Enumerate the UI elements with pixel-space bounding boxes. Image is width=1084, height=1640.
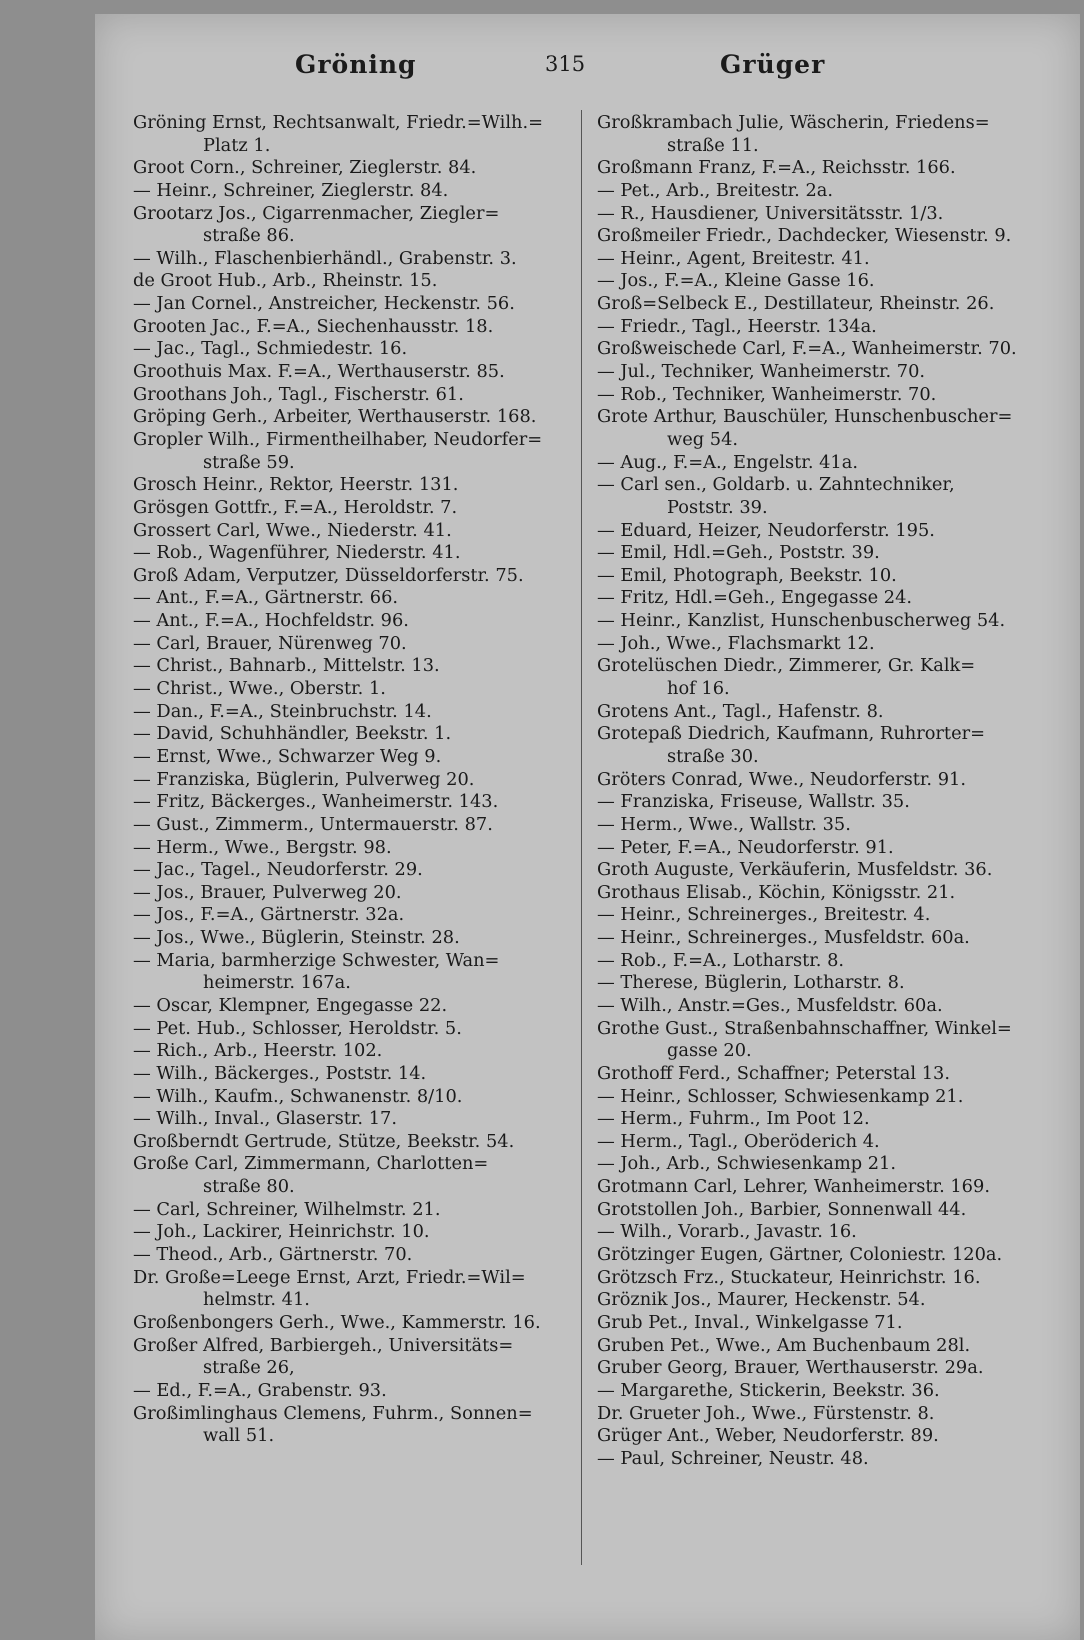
directory-entry: — Fritz, Hdl.=Geh., Engegasse 24.: [597, 587, 913, 609]
directory-entry: — Heinr., Schreiner, Zieglerstr. 84.: [133, 179, 449, 201]
directory-entry: Großenbongers Gerh., Wwe., Kammerstr. 16.: [133, 1311, 541, 1333]
directory-entry: — Friedr., Tagl., Heerstr. 134a.: [597, 315, 877, 337]
directory-entry: Große Carl, Zimmermann, Charlotten=: [133, 1153, 489, 1175]
directory-entry: — Peter, F.=A., Neudorferstr. 91.: [597, 836, 894, 858]
directory-entry: — Franziska, Friseuse, Wallstr. 35.: [597, 791, 910, 813]
directory-entry: — Rob., Techniker, Wanheimerstr. 70.: [597, 383, 937, 405]
directory-entry: Grotelüschen Diedr., Zimmerer, Gr. Kalk=: [597, 655, 976, 677]
directory-entry: Grotens Ant., Tagl., Hafenstr. 8.: [597, 700, 884, 722]
directory-entry: — Joh., Wwe., Flachsmarkt 12.: [597, 632, 875, 654]
right-column: [597, 112, 1037, 1470]
directory-entry: — Herm., Wwe., Bergstr. 98.: [133, 836, 392, 858]
directory-entry: — Therese, Büglerin, Lotharstr. 8.: [597, 972, 905, 994]
entry-continuation: heimerstr. 167a.: [203, 972, 351, 994]
directory-entry: — Oscar, Klempner, Engegasse 22.: [133, 994, 448, 1016]
directory-entry: — Joh., Lackirer, Heinrichstr. 10.: [133, 1221, 430, 1243]
directory-entry: Großberndt Gertrude, Stütze, Beekstr. 54.: [133, 1130, 515, 1152]
directory-entry: — Jos., Brauer, Pulverweg 20.: [133, 881, 402, 903]
directory-entry: — Jan Cornel., Anstreicher, Heckenstr. 56.: [133, 293, 515, 315]
directory-entry: — Rob., F.=A., Lotharstr. 8.: [597, 949, 845, 971]
directory-entry: — Maria, barmherzige Schwester, Wan=: [133, 949, 500, 971]
directory-entry: — Wilh., Anstr.=Ges., Musfeldstr. 60a.: [597, 994, 943, 1016]
directory-entry: — Jul., Techniker, Wanheimerstr. 70.: [597, 361, 926, 383]
directory-entry: — Rich., Arb., Heerstr. 102.: [133, 1040, 383, 1062]
directory-entry: Grotmann Carl, Lehrer, Wanheimerstr. 169.: [597, 1176, 990, 1198]
entry-continuation: wall 51.: [203, 1425, 275, 1447]
directory-entry: — Ant., F.=A., Hochfeldstr. 96.: [133, 610, 409, 632]
directory-entry: — Rob., Wagenführer, Niederstr. 41.: [133, 542, 461, 564]
directory-entry: — Paul, Schreiner, Neustr. 48.: [597, 1447, 869, 1469]
header-first-name: Gröning: [295, 50, 417, 79]
directory-entry: Großer Alfred, Barbiergeh., Universitäts=: [133, 1334, 514, 1356]
directory-entry: Gröters Conrad, Wwe., Neudorferstr. 91.: [597, 768, 967, 790]
entry-continuation: straße 30.: [667, 745, 759, 767]
entry-continuation: Platz 1.: [203, 134, 271, 156]
directory-entry: Dr. Grueter Joh., Wwe., Fürstenstr. 8.: [597, 1402, 935, 1424]
directory-entry: — Aug., F.=A., Engelstr. 41a.: [597, 451, 859, 473]
directory-entry: — Jac., Tagl., Schmiedestr. 16.: [133, 338, 408, 360]
directory-entry: — Jac., Tagel., Neudorferstr. 29.: [133, 859, 423, 881]
directory-entry: Gruber Georg, Brauer, Werthauserstr. 29a.: [597, 1357, 984, 1379]
directory-entry: — Carl, Brauer, Nürenweg 70.: [133, 632, 407, 654]
directory-entry: — Ant., F.=A., Gärtnerstr. 66.: [133, 587, 399, 609]
directory-entry: — Heinr., Schreinerges., Musfeldstr. 60a.: [597, 927, 970, 949]
directory-entry: Grotepaß Diedrich, Kaufmann, Ruhrorter=: [597, 723, 985, 745]
directory-entry: Groot Corn., Schreiner, Zieglerstr. 84.: [133, 157, 477, 179]
directory-entry: Großweischede Carl, F.=A., Wanheimerstr. 70.: [597, 338, 1017, 360]
directory-entry: — Christ., Wwe., Oberstr. 1.: [133, 678, 386, 700]
directory-entry: Groß=Selbeck E., Destillateur, Rheinstr. 26.: [597, 293, 995, 315]
directory-entry: — Emil, Photograph, Beekstr. 10.: [597, 564, 897, 586]
directory-entry: — Carl, Schreiner, Wilhelmstr. 21.: [133, 1198, 441, 1220]
directory-entry: — Margarethe, Stickerin, Beekstr. 36.: [597, 1379, 940, 1401]
directory-entry: Grotstollen Joh., Barbier, Sonnenwall 44.: [597, 1198, 967, 1220]
entry-continuation: helmstr. 41.: [203, 1289, 310, 1311]
directory-entry: Grootarz Jos., Cigarrenmacher, Ziegler=: [133, 202, 500, 224]
directory-entry: — Gust., Zimmerm., Untermauerstr. 87.: [133, 813, 493, 835]
directory-entry: Gruben Pet., Wwe., Am Buchenbaum 28l.: [597, 1334, 971, 1356]
directory-entry: Groß Adam, Verputzer, Düsseldorferstr. 75.: [133, 564, 524, 586]
directory-entry: Grösgen Gottfr., F.=A., Heroldstr. 7.: [133, 496, 458, 518]
directory-entry: — Fritz, Bäckerges., Wanheimerstr. 143.: [133, 791, 499, 813]
entry-continuation: Poststr. 39.: [667, 496, 768, 518]
entry-continuation: hof 16.: [667, 678, 730, 700]
directory-entry: Grötzsch Frz., Stuckateur, Heinrichstr. 16.: [597, 1266, 981, 1288]
directory-entry: Gröping Gerh., Arbeiter, Werthauserstr. 168.: [133, 406, 537, 428]
directory-entry: — Dan., F.=A., Steinbruchstr. 14.: [133, 700, 432, 722]
directory-entry: — Theod., Arb., Gärtnerstr. 70.: [133, 1244, 413, 1266]
directory-entry: — Franziska, Büglerin, Pulverweg 20.: [133, 768, 475, 790]
directory-entry: — Eduard, Heizer, Neudorferstr. 195.: [597, 519, 935, 541]
entry-continuation: straße 26,: [203, 1357, 295, 1379]
directory-entry: — Pet. Hub., Schlosser, Heroldstr. 5.: [133, 1017, 462, 1039]
directory-entry: Gropler Wilh., Firmentheilhaber, Neudorfer=: [133, 428, 543, 450]
directory-entry: — Carl sen., Goldarb. u. Zahntechniker,: [597, 474, 955, 496]
directory-entry: — Herm., Wwe., Wallstr. 35.: [597, 813, 851, 835]
directory-entry: Großkrambach Julie, Wäscherin, Friedens=: [597, 112, 990, 133]
directory-entry: Großmeiler Friedr., Dachdecker, Wiesenstr. 9.: [597, 225, 1012, 247]
directory-entry: Großimlinghaus Clemens, Fuhrm., Sonnen=: [133, 1402, 533, 1424]
directory-entry: Grüger Ant., Weber, Neudorferstr. 89.: [597, 1425, 939, 1447]
directory-entry: — Ed., F.=A., Grabenstr. 93.: [133, 1379, 387, 1401]
directory-entry: — Jos., Wwe., Büglerin, Steinstr. 28.: [133, 927, 460, 949]
directory-entry: — Pet., Arb., Breitestr. 2a.: [597, 179, 834, 201]
column-divider: [581, 110, 582, 1565]
directory-entry: — Emil, Hdl.=Geh., Poststr. 39.: [597, 542, 880, 564]
directory-entry: — Ernst, Wwe., Schwarzer Weg 9.: [133, 745, 442, 767]
directory-entry: — Heinr., Schlosser, Schwiesenkamp 21.: [597, 1085, 964, 1107]
directory-entry: Grossert Carl, Wwe., Niederstr. 41.: [133, 519, 452, 541]
directory-entry: — David, Schuhhändler, Beekstr. 1.: [133, 723, 452, 745]
directory-entry: Grothaus Elisab., Köchin, Königsstr. 21.: [597, 881, 956, 903]
header-last-name: Grüger: [720, 50, 826, 79]
directory-entry: — Jos., F.=A., Kleine Gasse 16.: [597, 270, 875, 292]
directory-entry: Dr. Große=Leege Ernst, Arzt, Friedr.=Wil=: [133, 1266, 526, 1288]
directory-entry: Grothoff Ferd., Schaffner; Peterstal 13.: [597, 1062, 951, 1084]
directory-entry: — Herm., Tagl., Oberöderich 4.: [597, 1130, 880, 1152]
directory-entry: Grötzinger Eugen, Gärtner, Coloniestr. 120a.: [597, 1244, 1003, 1266]
page-header: [95, 50, 1080, 90]
entry-continuation: straße 59.: [203, 451, 295, 473]
entry-continuation: weg 54.: [667, 428, 739, 450]
directory-entry: de Groot Hub., Arb., Rheinstr. 15.: [133, 270, 438, 292]
directory-entry: — R., Hausdiener, Universitätsstr. 1/3.: [597, 202, 944, 224]
directory-entry: — Wilh., Vorarb., Javastr. 16.: [597, 1221, 857, 1243]
directory-entry: — Heinr., Agent, Breitestr. 41.: [597, 247, 870, 269]
entry-continuation: straße 80.: [203, 1176, 295, 1198]
directory-entry: Groothuis Max. F.=A., Werthauserstr. 85.: [133, 361, 505, 383]
directory-entry: Groth Auguste, Verkäuferin, Musfeldstr. 36.: [597, 859, 993, 881]
page-number: 315: [545, 52, 586, 76]
directory-entry: — Wilh., Kaufm., Schwanenstr. 8/10.: [133, 1085, 463, 1107]
directory-entry: — Wilh., Bäckerges., Poststr. 14.: [133, 1062, 427, 1084]
directory-entry: Groothans Joh., Tagl., Fischerstr. 61.: [133, 383, 464, 405]
directory-entry: — Wilh., Flaschenbierhändl., Grabenstr. 3.: [133, 247, 517, 269]
directory-entry: Grooten Jac., F.=A., Siechenhausstr. 18.: [133, 315, 494, 337]
directory-entry: Grosch Heinr., Rektor, Heerstr. 131.: [133, 474, 459, 496]
left-column: [133, 112, 573, 1448]
directory-entry: — Heinr., Kanzlist, Hunschenbuscherweg 54.: [597, 610, 1006, 632]
directory-entry: Großmann Franz, F.=A., Reichsstr. 166.: [597, 157, 956, 179]
directory-entry: — Heinr., Schreinerges., Breitestr. 4.: [597, 904, 931, 926]
directory-entry: Grub Pet., Inval., Winkelgasse 71.: [597, 1311, 903, 1333]
directory-entry: Gröning Ernst, Rechtsanwalt, Friedr.=Wilh.=: [133, 112, 544, 133]
entry-continuation: straße 86.: [203, 225, 295, 247]
directory-entry: — Jos., F.=A., Gärtnerstr. 32a.: [133, 904, 405, 926]
entry-continuation: gasse 20.: [667, 1040, 752, 1062]
directory-entry: Grote Arthur, Bauschüler, Hunschenbuscher=: [597, 406, 1013, 428]
directory-entry: — Wilh., Inval., Glaserstr. 17.: [133, 1108, 397, 1130]
directory-entry: Grothe Gust., Straßenbahnschaffner, Winkel=: [597, 1017, 1012, 1039]
directory-entry: — Christ., Bahnarb., Mittelstr. 13.: [133, 655, 440, 677]
directory-entry: — Joh., Arb., Schwiesenkamp 21.: [597, 1153, 897, 1175]
directory-entry: Gröznik Jos., Maurer, Heckenstr. 54.: [597, 1289, 926, 1311]
entry-continuation: straße 11.: [667, 134, 759, 156]
directory-page: [95, 14, 1080, 1640]
directory-entry: — Herm., Fuhrm., Im Poot 12.: [597, 1108, 870, 1130]
